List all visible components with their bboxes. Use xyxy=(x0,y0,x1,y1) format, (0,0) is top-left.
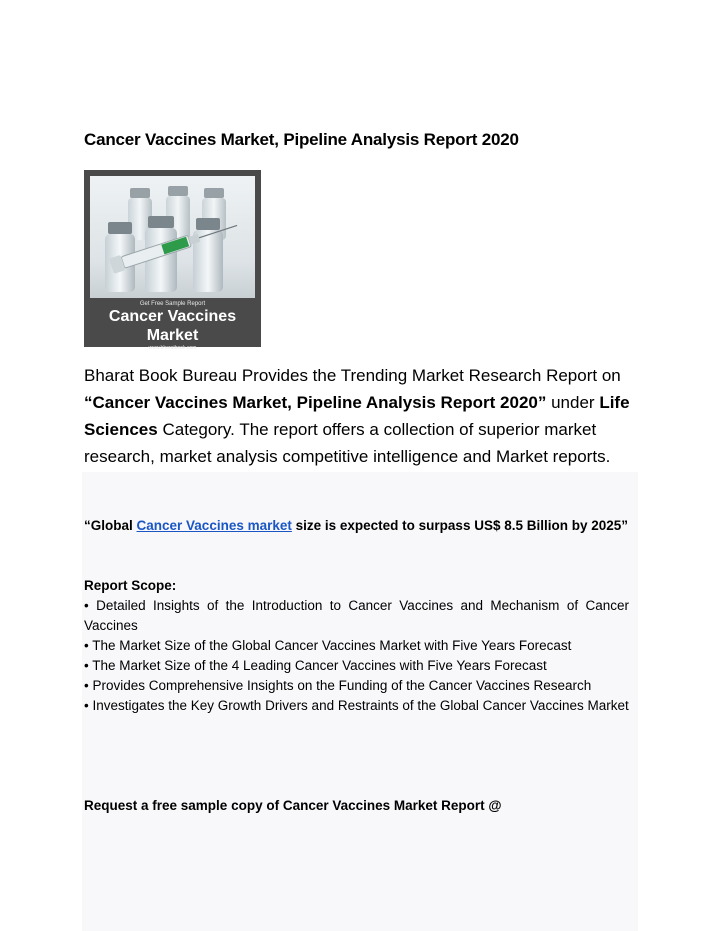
cover-label xyxy=(84,298,261,351)
scope-bullet: • Investigates the Key Growth Drivers and Restraints of the Global Cancer Vaccines Market xyxy=(84,698,629,713)
cancer-vaccines-market-link[interactable]: Cancer Vaccines market xyxy=(136,518,292,533)
intro-text-3: Category. The report offers a collection of superior market research, market analysis competitive intelligence and Market reports. xyxy=(84,420,611,466)
quote-prefix: “Global xyxy=(84,518,137,533)
cover-title-line2: Market xyxy=(146,327,199,344)
market-size-quote xyxy=(84,516,629,536)
request-sample-text: Request a free sample copy of Cancer Vaccines Market Report @ xyxy=(84,798,502,813)
report-scope-section xyxy=(84,576,629,716)
intro-category: Life Sciences xyxy=(84,393,630,439)
document-title: Cancer Vaccines Market, Pipeline Analysis Report 2020 xyxy=(84,130,519,149)
intro-text-1: Bharat Book Bureau Provides the Trending Market Research Report on xyxy=(84,366,621,385)
intro-paragraph xyxy=(84,362,634,470)
quote-suffix: size is expected to surpass US$ 8.5 Billion by 2025” xyxy=(291,518,629,533)
vaccine-vials-photo xyxy=(90,176,255,298)
scope-bullet: • The Market Size of the Global Cancer Vaccines Market with Five Years Forecast xyxy=(84,638,572,653)
scope-bullet: • Provides Comprehensive Insights on the Funding of the Cancer Vaccines Research xyxy=(84,678,592,693)
cover-url: www.bharatbook.com xyxy=(148,345,197,351)
intro-report-name: “Cancer Vaccines Market, Pipeline Analysis Report 2020” xyxy=(84,393,547,412)
report-scope-title: Report Scope: xyxy=(84,578,177,593)
scope-bullet: • The Market Size of the 4 Leading Cancer Vaccines with Five Years Forecast xyxy=(84,658,547,673)
vials-syringe-illustration xyxy=(90,176,255,298)
intro-text-2: under xyxy=(546,393,600,412)
scope-bullet: • Detailed Insights of the Introduction to Cancer Vaccines and Mechanism of Cancer Vaccines xyxy=(84,598,629,633)
cover-sample-text: Get Free Sample Report xyxy=(139,301,206,307)
cover-title-line1: Cancer Vaccines xyxy=(108,308,237,325)
report-cover-image xyxy=(84,170,261,351)
